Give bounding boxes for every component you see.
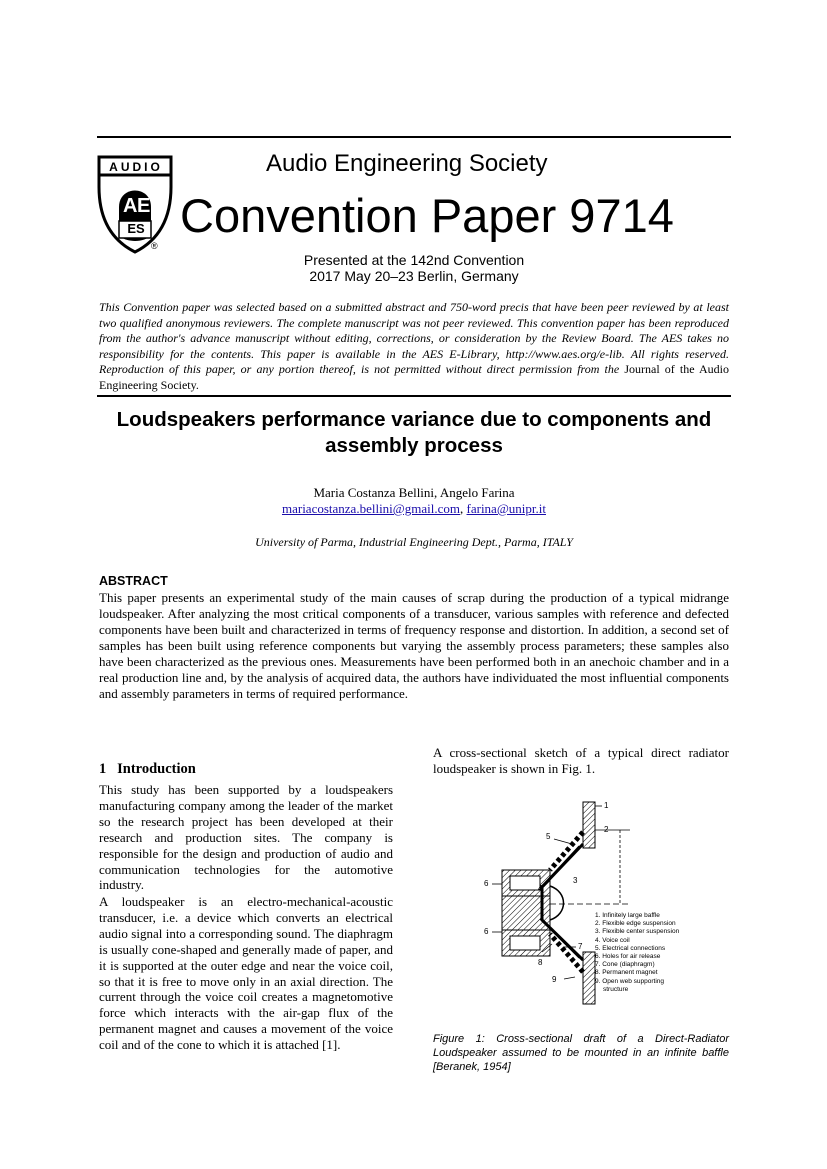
figure-legend-item: structure bbox=[603, 985, 629, 993]
figure-number-1: 1 bbox=[604, 801, 609, 810]
figure-legend-item: 4. Voice coil bbox=[595, 936, 630, 944]
authors: Maria Costanza Bellini, Angelo Farina bbox=[313, 485, 515, 500]
figure-number-5: 5 bbox=[546, 832, 551, 841]
figure-number-6-upper: 6 bbox=[484, 879, 489, 888]
figure-1-caption: Figure 1: Cross-sectional draft of a Direct-Radiator Loudspeaker assumed to be mounted in an infinite baffle [Beranek, 1954] bbox=[433, 1033, 729, 1073]
figure-1 bbox=[480, 792, 700, 1017]
figure-legend-item: 8. Permanent magnet bbox=[595, 969, 658, 977]
section-heading-introduction: 1 Introduction bbox=[99, 761, 196, 777]
figure-legend-item: 9. Open web supporting bbox=[595, 977, 665, 985]
review-notice bbox=[99, 300, 729, 393]
email-separator: , bbox=[460, 501, 467, 516]
figure-number-2: 2 bbox=[604, 825, 609, 834]
email-link-bellini[interactable]: mariacostanza.bellini@gmail.com bbox=[281, 501, 461, 516]
presented-line-1: Presented at the 142nd Convention bbox=[303, 252, 525, 268]
figure-number-3: 3 bbox=[573, 876, 578, 885]
abstract-heading: ABSTRACT bbox=[99, 574, 168, 588]
figure-legend bbox=[595, 912, 705, 994]
review-notice-journal: Journal of the Audio Engineering Society. bbox=[99, 362, 729, 392]
intro-paragraph-1: This study has been supported by a loudspeakers manufacturing company among the leader of the market so the research project has been developed at their research and production sites. The company is responsible for the design and production of audio and communication technologies for the automotive industry. bbox=[99, 782, 393, 893]
figure-legend-item: 7. Cone (diaphragm) bbox=[595, 961, 655, 969]
convention-paper-title: Convention Paper 9714 bbox=[180, 189, 674, 242]
section-rule bbox=[97, 395, 731, 397]
paper-title: Loudspeakers performance variance due to components and assembly process bbox=[116, 408, 712, 457]
figure-number-8: 8 bbox=[538, 958, 543, 967]
figure-legend-item: 6. Holes for air release bbox=[595, 953, 661, 961]
figure-number-4: 4 bbox=[538, 884, 543, 893]
logo-text-e: E bbox=[137, 195, 151, 217]
review-notice-text: This Convention paper was selected based on a submitted abstract and 750-word precis that have been peer reviewed by at least two qualified anonymous reviewers. The complete manuscript was not peer reviewed. This convention paper has been reproduced from the author's advance manuscript without editing, corrections, or consideration by the Review Board. The AES takes no responsibility for the contents. This paper is available in the AES E-Library, http://www.aes.org/e-lib. All rights reserved. Reproduction of this paper, or any portion thereof, is not permitted without direct permission from the bbox=[99, 300, 729, 376]
figure-number-7: 7 bbox=[578, 942, 583, 951]
figure-number-6-lower: 6 bbox=[484, 927, 489, 936]
abstract-text: This paper presents an experimental study of the main causes of scrap during the production of a typical midrange loudspeaker. After analyzing the most critical components of a transducer, various samples with reference and defected components have been built and characterized in terms of frequency response and distortion. In addition, a second set of samples has been built using reference components but varying the assembly process parameters; these samples also have been characterized as the previous ones. Measurements have been performed both in an anechoic chamber and in a real production line and, by the analysis of acquired data, the authors have individuated the most influential components and assembly parameters in terms of required performance. bbox=[99, 590, 729, 701]
presented-line-2: 2017 May 20–23 Berlin, Germany bbox=[309, 268, 519, 284]
email-link-farina[interactable]: farina@unipr.it bbox=[466, 501, 546, 516]
logo-text-es: ES bbox=[127, 221, 145, 236]
aes-logo bbox=[97, 155, 175, 255]
intro-paragraph-2: A loudspeaker is an electro-mechanical-acoustic transducer, i.e. a device which converts an electrical audio signal into a corresponding sound. The diaphragm is usually cone-shaped and generally made of paper, and it is supported at the outer edge and near the voice coil, so that it is free to move only in an axial direction. The current through the voice coil creates a magnetomotive force which interacts with the air-gap flux of the permanent magnet and causes a movement of the voice coil and of the cone to which it is attached [1]. bbox=[99, 894, 393, 1053]
figure-legend-item: 2. Flexible edge suspension bbox=[595, 920, 676, 928]
logo-text-a: A bbox=[123, 195, 138, 217]
figure-legend-item: 1. Infinitely large baffle bbox=[595, 912, 660, 919]
figure-legend-item: 5. Electrical connections bbox=[595, 944, 666, 952]
figure-number-9: 9 bbox=[552, 975, 557, 984]
logo-text-top: AUDIO bbox=[109, 160, 163, 174]
author-emails bbox=[97, 501, 731, 517]
society-name: Audio Engineering Society bbox=[266, 150, 548, 177]
logo-registered-mark: ® bbox=[151, 241, 158, 251]
top-rule bbox=[97, 136, 731, 138]
intro-right-paragraph: A cross-sectional sketch of a typical direct radiator loudspeaker is shown in Fig. 1. bbox=[433, 745, 729, 776]
affiliation: University of Parma, Industrial Engineering Dept., Parma, ITALY bbox=[255, 535, 573, 549]
figure-legend-item: 3. Flexible center suspension bbox=[595, 928, 680, 936]
